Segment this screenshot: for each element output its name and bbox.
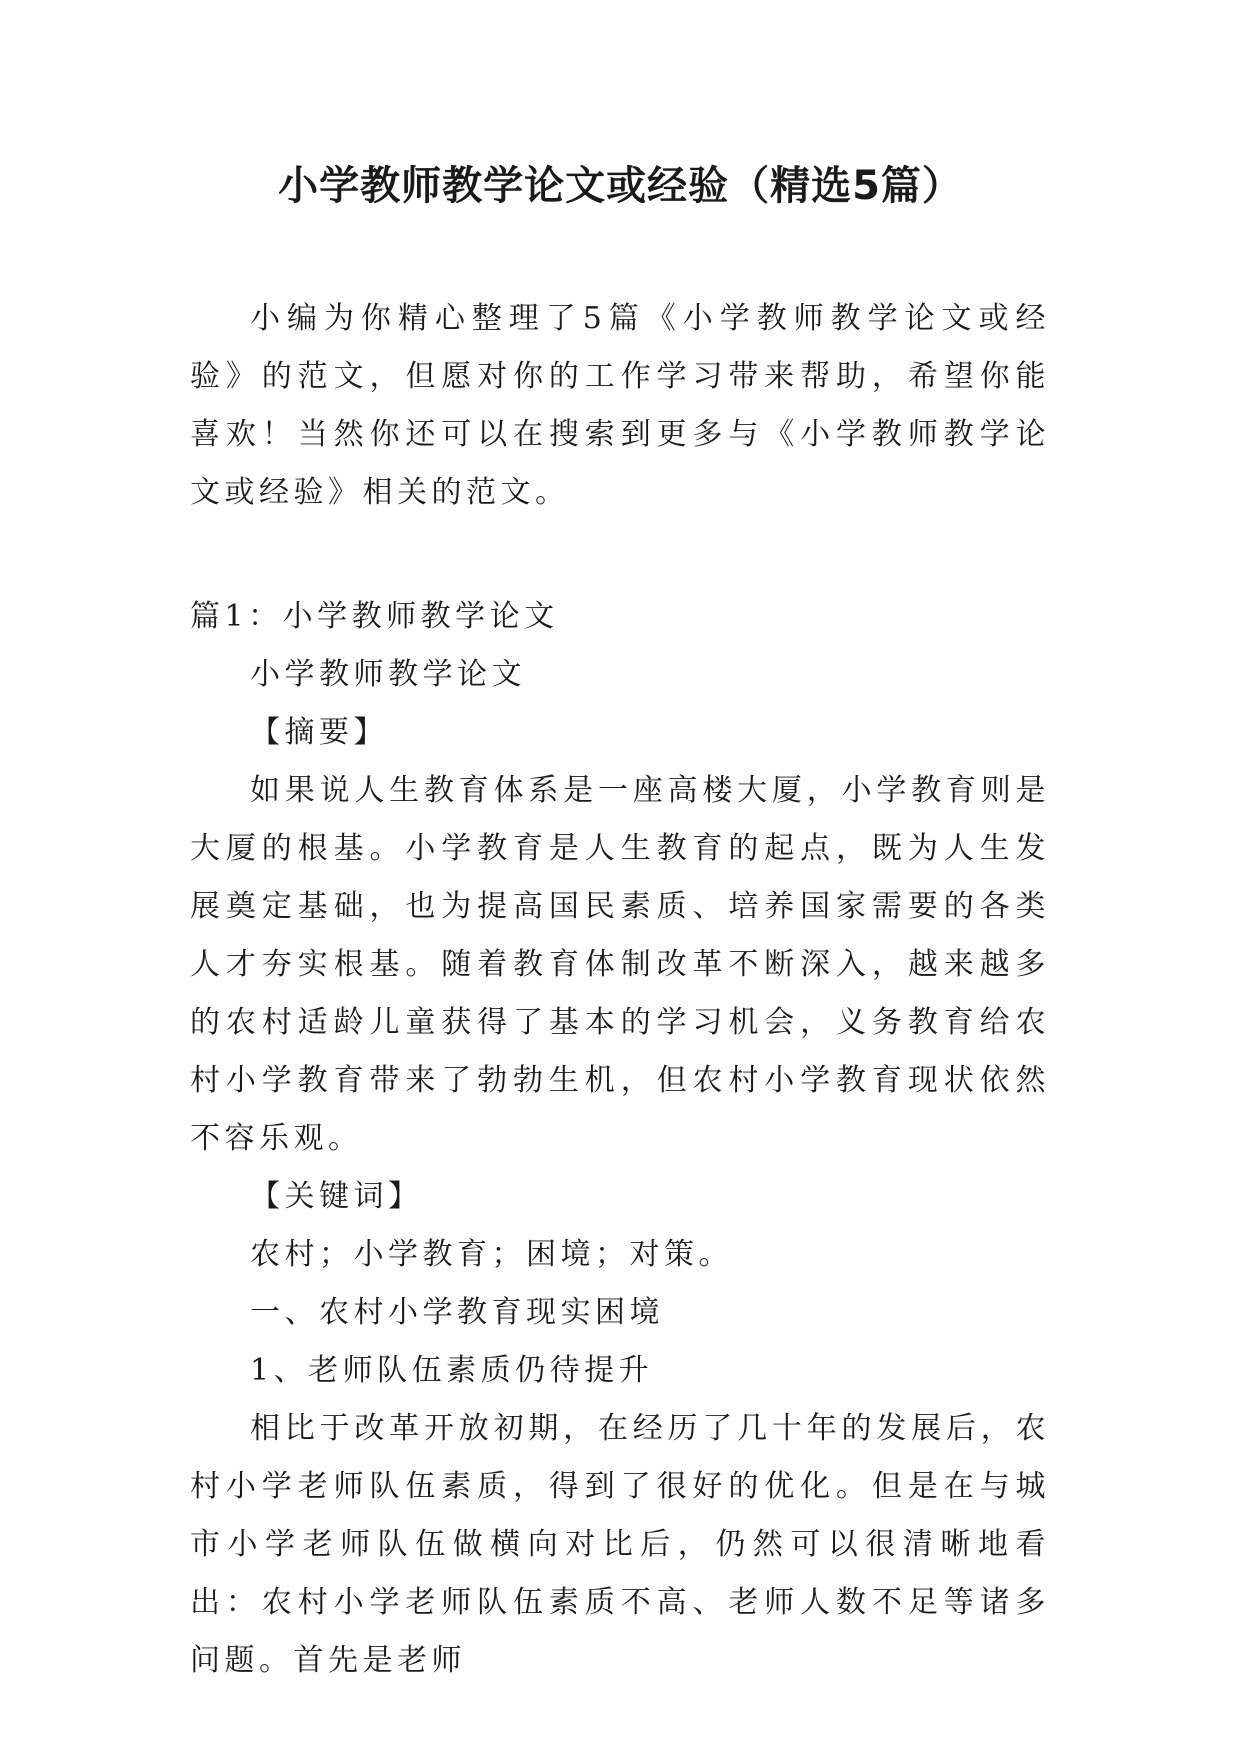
abstract-paragraph: 如果说人生教育体系是一座高楼大厦，小学教育则是大厦的根基。小学教育是人生教育的起点，既为人生发展奠定基础，也为提高国民素质、培养国家需要的各类人才夯实根基。随着教育体制改革不断深入，越来越多的农村适龄儿童获得了基本的学习机会，义务教育给农村小学教育带来了勃勃生机，但农村小学教育现状依然不容乐观。 <box>190 773 1050 1156</box>
heading-level-2: 1、老师队伍素质仍待提升 <box>250 1353 654 1388</box>
body-paragraph: 相比于改革开放初期，在经历了几十年的发展后，农村小学老师队伍素质，得到了很好的优化。但是在与城市小学老师队伍做横向对比后，仍然可以很清晰地看出：农村小学老师队伍素质不高、老师人数不足等诸多问题。首先是老师 <box>190 1411 1050 1678</box>
section-subtitle: 小学教师教学论文 <box>250 657 526 692</box>
keywords-heading: 【关键词】 <box>250 1179 423 1214</box>
heading-level-1: 一、农村小学教育现实困境 <box>250 1295 664 1330</box>
spacer <box>190 522 1050 588</box>
document-body <box>190 290 1050 1690</box>
section-label: 篇1：小学教师教学论文 <box>190 599 559 634</box>
intro-paragraph: 小编为你精心整理了5篇《小学教师教学论文或经验》的范文，但愿对你的工作学习带来帮助，希望你能喜欢！当然你还可以在搜索到更多与《小学教师教学论文或经验》相关的范文。 <box>190 301 1050 510</box>
page-title: 小学教师教学论文或经验（精选5篇） <box>278 163 963 209</box>
abstract-heading: 【摘要】 <box>250 715 388 750</box>
keywords-text: 农村；小学教育；困境；对策。 <box>250 1237 733 1272</box>
